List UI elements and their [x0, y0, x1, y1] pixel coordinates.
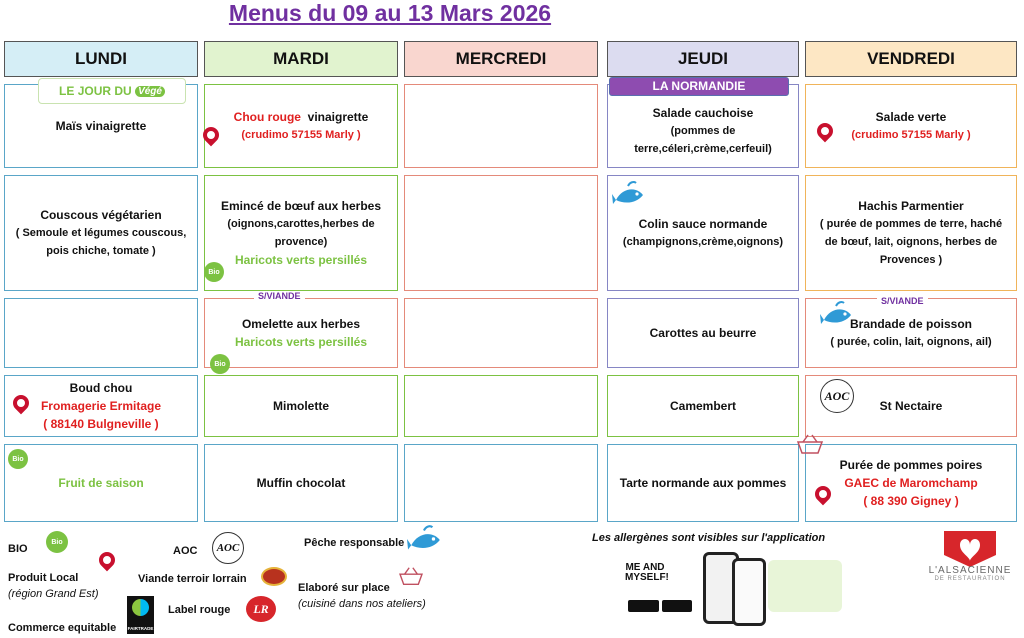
phone-mockup: [732, 558, 766, 626]
dish-name: Fruit de saison: [58, 476, 144, 490]
basket-icon: [795, 432, 825, 456]
viande-terroir-icon: [261, 567, 287, 586]
mercredi-plat: [404, 175, 598, 291]
dish-origin: (crudimo 57155 Marly ): [851, 129, 971, 141]
mardi-alternative: [204, 298, 398, 368]
fish-icon: [407, 524, 443, 556]
bio-icon: Bio: [46, 531, 68, 553]
mercredi-dessert: [404, 444, 598, 522]
dish-name: Chou rouge: [233, 110, 301, 124]
mardi-fromage: [204, 375, 398, 437]
dish-name: St Nectaire: [879, 399, 943, 413]
dish-detail: ( purée de pommes de terre, haché de bœuf, lait, oignons, herbes de Provences ): [819, 218, 1003, 266]
dish-detail: (champignons,crème,oignons): [622, 236, 784, 248]
vendredi-plat: [805, 175, 1017, 291]
dish-detail: (pommes de terre,céleri,crème,cerfeuil): [634, 125, 772, 155]
header-mardi: [204, 41, 398, 77]
header-vendredi: [805, 41, 1017, 77]
brand-subtitle: DE RESTAURATION: [934, 576, 1006, 582]
legend-bio-label: BIO: [8, 543, 28, 555]
sans-viande-label: S/VIANDE: [254, 291, 305, 301]
header-lundi: [4, 41, 198, 77]
lundi-alternative: [4, 298, 198, 368]
bio-icon: Bio: [204, 262, 224, 282]
bio-icon: Bio: [210, 354, 230, 374]
legend-commerce-label: Commerce equitable: [8, 622, 117, 634]
dish-name: Camembert: [669, 399, 737, 413]
dish-name: Mimolette: [272, 399, 329, 413]
mercredi-alternative: [404, 298, 598, 368]
allergens-note: Les allergènes sont visibles sur l'application: [592, 532, 826, 544]
fairtrade-icon: FAIRTRADE: [127, 596, 154, 634]
fish-icon: [612, 180, 646, 210]
dish-origin: (crudimo 57155 Marly ): [241, 129, 361, 141]
dish-name: Maïs vinaigrette: [55, 119, 147, 133]
dish-name: Carottes au beurre: [649, 326, 757, 340]
app-logo: ME AND MYSELF!: [625, 562, 669, 583]
mercredi-fromage: [404, 375, 598, 437]
mardi-dessert: [204, 444, 398, 522]
vege-word: Végé: [135, 86, 165, 97]
page-title: Menus du 09 au 13 Mars 2026: [228, 0, 552, 26]
aoc-icon: AOC: [212, 532, 244, 564]
dish-name: Colin sauce normande: [638, 217, 768, 231]
jeudi-dessert: [607, 444, 799, 522]
header-jeudi: [607, 41, 799, 77]
vendredi-dessert: [805, 444, 1017, 522]
normandie-badge: LA NORMANDIE: [609, 77, 789, 96]
dish-origin: ( 88140 Bulgneville ): [43, 417, 159, 431]
legend-viande-label: Viande terroir lorrain: [138, 573, 247, 585]
dish-name: Hachis Parmentier: [858, 199, 964, 213]
legend-local-label: Produit Local: [8, 572, 79, 584]
sans-viande-label: S/VIANDE: [877, 296, 928, 306]
dish-name: Omelette aux herbes: [241, 317, 361, 331]
jeudi-alternative: [607, 298, 799, 368]
bio-icon: Bio: [8, 449, 28, 469]
day-label: MARDI: [273, 49, 329, 68]
legend-elabore-label: Elaboré sur place: [298, 582, 390, 594]
store-badges: [628, 600, 692, 612]
mardi-plat: [204, 175, 398, 291]
legend-aoc-label: AOC: [173, 545, 198, 557]
brand-name: L'ALSACIENNE: [928, 565, 1012, 576]
jour-vege-badge: LE JOUR DU Végé: [38, 78, 186, 104]
dish-producer: GAEC de Maromchamp: [844, 476, 978, 490]
dish-name: Emincé de bœuf aux herbes: [220, 199, 382, 213]
dish-name: Boud chou: [69, 381, 133, 395]
app-features-graphic: [768, 560, 842, 612]
lundi-plat: [4, 175, 198, 291]
dish-detail: ( Semoule et légumes couscous, pois chiche, tomate ): [15, 227, 187, 257]
jeudi-fromage: [607, 375, 799, 437]
dish-name: Brandade de poisson: [849, 317, 973, 331]
jeudi-entree: [607, 84, 799, 168]
day-label: JEUDI: [677, 49, 729, 68]
dish-side: Haricots verts persillés: [234, 335, 368, 349]
dish-name: Couscous végétarien: [40, 208, 162, 222]
dish-name: Salade cauchoise: [652, 106, 754, 120]
lundi-fromage: [4, 375, 198, 437]
dish-detail: (oignons,carottes,herbes de provence): [227, 218, 375, 248]
fish-icon: [820, 300, 854, 330]
day-label: LUNDI: [75, 49, 127, 68]
dish-origin: ( 88 390 Gigney ): [863, 494, 959, 508]
dish-name: Tarte normande aux pommes: [619, 476, 787, 490]
aoc-icon: AOC: [820, 379, 854, 413]
legend-label-rouge-label: Label rouge: [168, 604, 231, 616]
header-mercredi: [404, 41, 598, 77]
dish-side: Haricots verts persillés: [234, 253, 368, 267]
vendredi-entree: [805, 84, 1017, 168]
dish-name: Salade verte: [875, 110, 947, 124]
mardi-entree: Chou rouge vinaigrette (crudimo 57155 Marly ): [204, 84, 398, 168]
dish-name: Purée de pommes poires: [839, 458, 983, 472]
basket-icon: [397, 565, 425, 587]
mercredi-entree: [404, 84, 598, 168]
dish-name: Muffin chocolat: [256, 476, 346, 490]
lundi-dessert: [4, 444, 198, 522]
legend-peche-label: Pêche responsable: [304, 537, 405, 549]
legend-region-label: (région Grand Est): [8, 588, 99, 600]
dish-producer: Fromagerie Ermitage: [40, 399, 162, 413]
local-pin-icon: [96, 549, 119, 572]
day-label: MERCREDI: [455, 49, 547, 68]
day-label: VENDREDI: [867, 49, 955, 68]
legend-elabore-detail: (cuisiné dans nos ateliers): [298, 598, 426, 610]
label-rouge-icon: LR: [246, 596, 276, 622]
brand-logo-icon: [940, 525, 1000, 569]
dish-detail: ( purée, colin, lait, oignons, ail): [830, 336, 992, 348]
fairtrade-symbol: [132, 599, 149, 616]
